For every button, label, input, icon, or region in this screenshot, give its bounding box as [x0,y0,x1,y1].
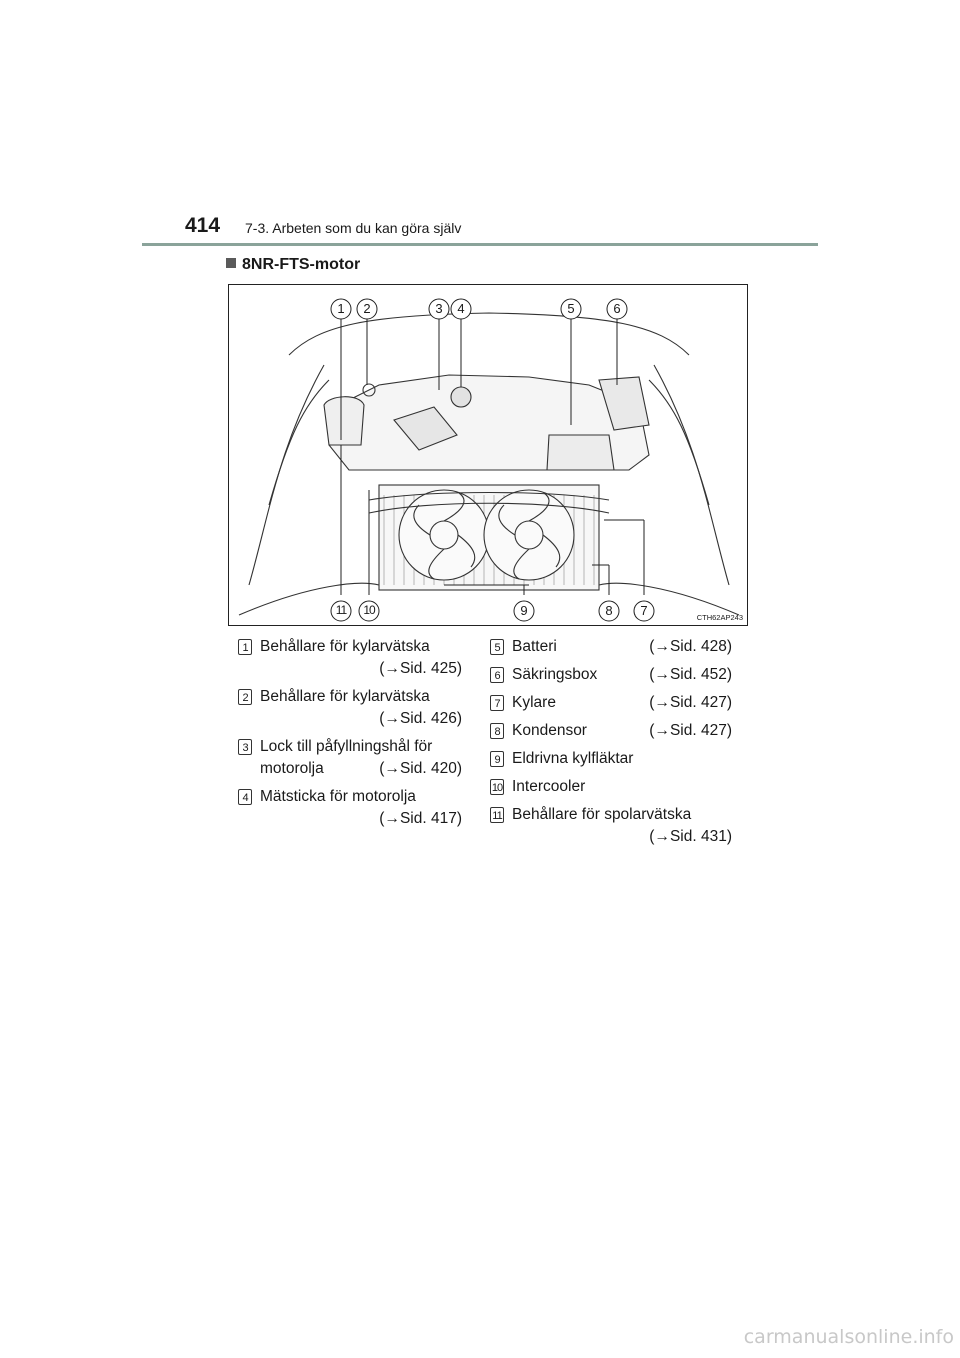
legend-item [490,804,732,848]
legend-label: Mätsticka för motorolja [260,788,416,805]
legend-number: 1 [238,639,252,655]
legend-label: Kondensor [512,722,587,739]
legend-label: Behållare för kylarvätska [260,638,430,655]
legend-number: 3 [238,739,252,755]
legend-reference-link[interactable]: (→Sid. 426) [379,710,462,727]
legend-label: Lock till påfyllningshål för [260,738,433,755]
legend-reference-link[interactable]: (→Sid. 417) [379,810,462,827]
callout-8: 8 [605,603,613,618]
legend-reference-link[interactable]: (→Sid. 427) [649,722,732,739]
legend-label: Intercooler [512,778,586,795]
section-heading [226,256,360,274]
legend-reference-link[interactable]: (→Sid. 452) [649,666,732,683]
callout-5: 5 [567,301,575,316]
legend-item [238,786,462,830]
legend-reference-link[interactable]: (→Sid. 431) [649,828,732,845]
legend-reference-link[interactable]: (→Sid. 425) [379,660,462,677]
legend-item [238,636,462,680]
callout-3: 3 [435,301,443,316]
legend-reference-link[interactable]: (→Sid. 428) [649,638,732,655]
callout-2: 2 [363,301,371,316]
callout-11: 11 [335,603,347,617]
legend-label-continued: motorolja [260,760,324,777]
legend-number: 4 [238,789,252,805]
legend-number: 8 [490,723,504,739]
legend-reference-link[interactable]: (→Sid. 420) [379,760,462,777]
page-number: 414 [185,214,221,237]
callout-10: 10 [363,603,375,617]
legend-label: Behållare för spolarvätska [512,806,692,823]
callout-6: 6 [613,301,621,316]
engine-bay-drawing [229,285,748,626]
section-heading-text: 8NR-FTS-motor [242,256,361,273]
legend-number: 2 [238,689,252,705]
legend-right [490,636,732,854]
legend-item [490,748,732,770]
legend-label: Kylare [512,694,556,711]
legend-number: 5 [490,639,504,655]
figure-code: CTH62AP243 [696,613,743,622]
square-bullet-icon [226,258,236,268]
legend-number: 6 [490,667,504,683]
legend-label: Säkringsbox [512,666,598,683]
callout-7: 7 [640,603,648,618]
legend-item [490,692,732,714]
legend-item [490,720,732,742]
legend-item [490,776,732,798]
legend-item [490,664,732,686]
header-divider [142,243,818,246]
legend-item [490,636,732,658]
watermark: carmanualsonline.info [743,1326,954,1348]
callout-9: 9 [520,603,528,618]
legend-item [238,736,462,780]
legend-number: 7 [490,695,504,711]
callout-4: 4 [457,301,465,316]
legend-left [238,636,462,836]
legend-number: 11 [490,807,504,823]
chapter-title: 7-3. Arbeten som du kan göra själv [245,220,462,236]
legend-reference-link[interactable]: (→Sid. 427) [649,694,732,711]
legend-label: Behållare för kylarvätska [260,688,430,705]
legend-number: 9 [490,751,504,767]
legend-label: Eldrivna kylfläktar [512,750,634,767]
legend-label: Batteri [512,638,557,655]
legend-item [238,686,462,730]
callout-1: 1 [337,301,345,316]
legend-number: 10 [490,779,504,795]
engine-bay-illustration [228,284,748,626]
